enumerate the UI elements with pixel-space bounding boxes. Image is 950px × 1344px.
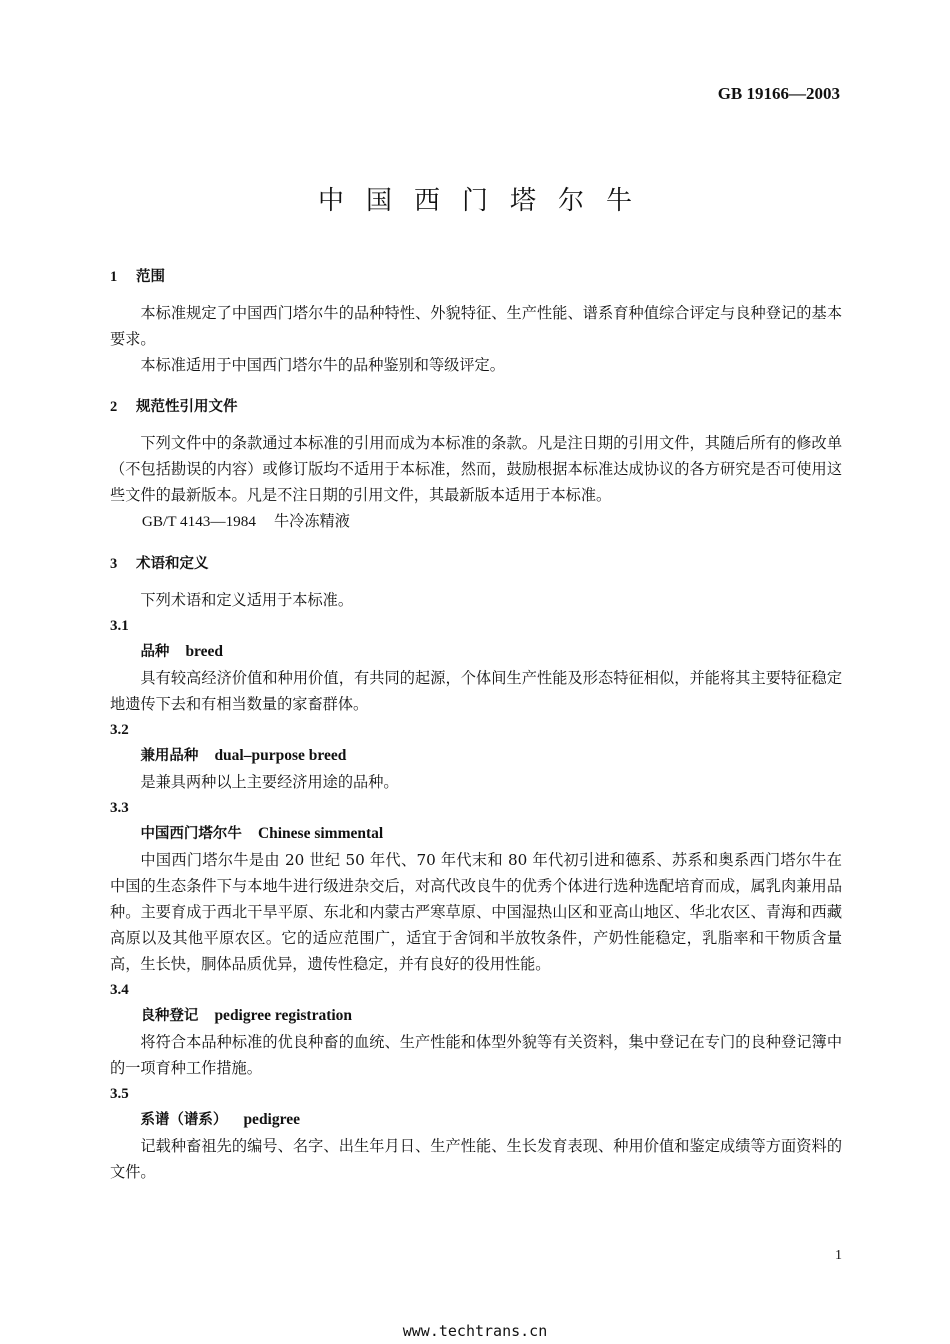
page-number: 1 [835, 1248, 842, 1263]
term-definition: 具有较高经济价值和种用价值，有共同的起源，个体间生产性能及形态特征相似，并能将其主要特征稳定地遗传下去和有相当数量的家畜群体。 [110, 669, 842, 713]
term-en: Chinese simmental [257, 825, 384, 842]
section-heading-normative-references [110, 394, 842, 420]
section-heading-scope [110, 264, 842, 290]
section-number: 2 [110, 399, 118, 415]
term-heading [110, 1107, 842, 1133]
term-number: 3.3 [110, 800, 129, 816]
term-zh: 良种登记 [140, 1008, 199, 1024]
term-heading [110, 743, 842, 769]
footer-url[interactable]: www.techtrans.cn [402, 1322, 548, 1340]
term-definition: 中国西门塔尔牛是由 20 世纪 50 年代、70 年代末和 80 年代初引进和德系、苏系和奥系西门塔尔牛在中国的生态条件下与本地牛进行级进杂交后，对高代改良牛的优秀个体进行选种选配培育而成，属乳肉兼用品种。主要育成于西北干旱平原、东北和内蒙古严寒草原、中国湿热山区和亚高山地区、华北农区、青海和西藏高原以及其他平原农区。它的适应范围广，适宜于舍饲和半放牧条件，产奶性能稳定，乳脂率和干物质含量高，生长快，胴体品质优异，遗传性稳定，并有良好的役用性能。 [110, 851, 842, 973]
term-number: 3.4 [110, 982, 129, 998]
document-body [110, 264, 842, 1185]
term-zh: 兼用品种 [140, 748, 199, 764]
term-en: dual–purpose breed [214, 747, 347, 764]
section-title: 规范性引用文件 [136, 399, 238, 415]
standard-number: GB 19166—2003 [717, 84, 840, 103]
reference-title: 牛冷冻精液 [273, 512, 350, 530]
section-title: 范围 [136, 269, 165, 285]
term-definition: 记载种畜祖先的编号、名字、出生年月日、生产性能、生长发育表现、种用价值和鉴定成绩等方面资料的文件。 [110, 1137, 842, 1181]
section-heading-terms [110, 551, 842, 577]
paragraph: 本标准适用于中国西门塔尔牛的品种鉴别和等级评定。 [140, 356, 505, 374]
term-en: breed [185, 643, 224, 660]
term-number: 3.1 [110, 618, 129, 634]
section-number: 3 [110, 556, 118, 572]
document-title: 中国西门塔尔牛 [317, 186, 654, 216]
term-number: 3.5 [110, 1086, 129, 1102]
section-title: 术语和定义 [136, 556, 209, 572]
term-zh: 系谱（谱系） [140, 1112, 228, 1128]
reference-code: GB/T 4143—1984 [141, 513, 256, 530]
term-en: pedigree [243, 1111, 300, 1128]
paragraph: 下列文件中的条款通过本标准的引用而成为本标准的条款。凡是注日期的引用文件，其随后所有的修改单（不包括勘误的内容）或修订版均不适用于本标准，然而，鼓励根据本标准达成协议的各方研究是否可使用这些文件的最新版本。凡是不注日期的引用文件，其最新版本适用于本标准。 [110, 434, 842, 504]
term-en: pedigree registration [214, 1007, 353, 1024]
term-zh: 中国西门塔尔牛 [140, 826, 242, 842]
paragraph: 下列术语和定义适用于本标准。 [140, 591, 354, 609]
paragraph: 本标准规定了中国西门塔尔牛的品种特性、外貌特征、生产性能、谱系育种值综合评定与良种登记的基本要求。 [110, 304, 842, 348]
term-number: 3.2 [110, 722, 129, 738]
term-definition: 将符合本品种标准的优良种畜的血统、生产性能和体型外貌等有关资料，集中登记在专门的良种登记簿中的一项育种工作措施。 [110, 1033, 842, 1077]
reference-entry [110, 508, 842, 535]
section-number: 1 [110, 269, 118, 285]
term-heading [110, 639, 842, 665]
term-heading [110, 1003, 842, 1029]
term-definition: 是兼具两种以上主要经济用途的品种。 [140, 773, 399, 791]
term-zh: 品种 [140, 644, 170, 660]
term-heading [110, 821, 842, 847]
